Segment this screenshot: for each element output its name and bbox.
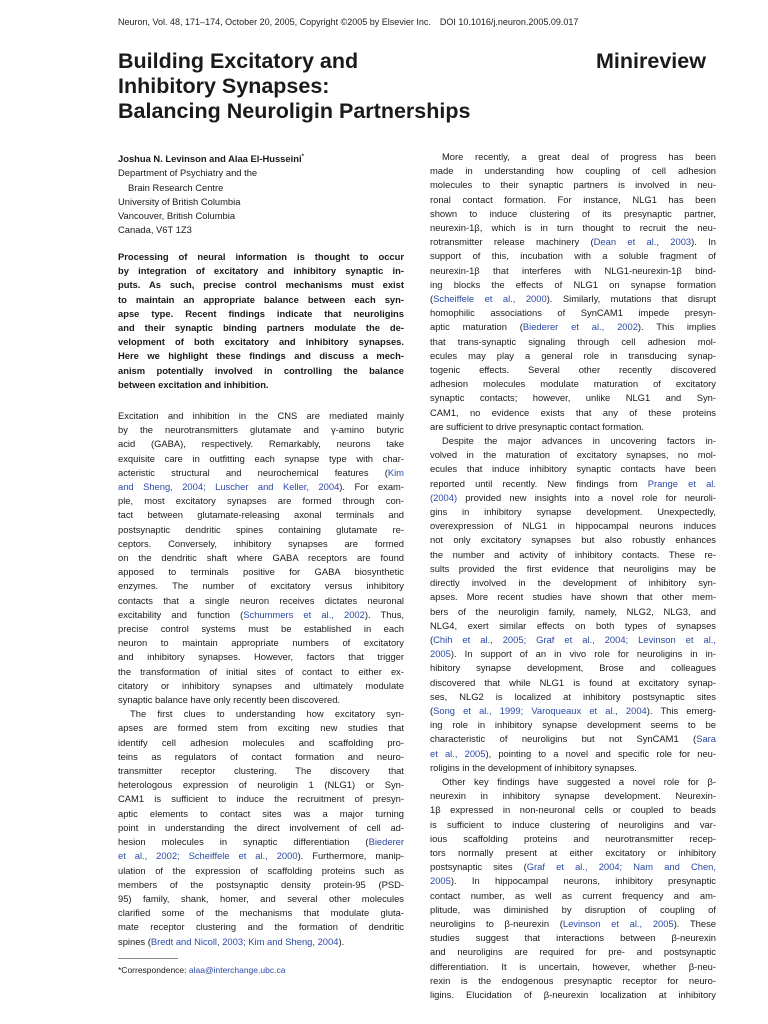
text-line bbox=[430, 590, 716, 604]
text-line bbox=[430, 903, 716, 917]
text-run: homophilic associations of SynCAM1 impede presyn- bbox=[430, 307, 716, 319]
abstract-line: and their synaptic binding partners modulate the de- bbox=[118, 322, 404, 334]
text-line bbox=[118, 608, 404, 622]
text-line bbox=[430, 434, 716, 448]
text-line bbox=[430, 945, 716, 959]
text-run: point in understanding the direct involvement of cell ad- bbox=[118, 821, 404, 833]
text-line bbox=[118, 650, 404, 664]
text-line bbox=[118, 423, 404, 437]
text-line bbox=[430, 832, 716, 846]
text-line bbox=[118, 693, 404, 707]
author-names-text: Joshua N. Levinson and Alaa El-Husseini bbox=[118, 153, 302, 165]
text-run: synaptic balance have only recently been discovered. bbox=[118, 694, 341, 706]
text-run: contacts that a single neuron receives dictates neuronal bbox=[118, 594, 404, 606]
text-line bbox=[430, 732, 716, 746]
text-run: Despite the major advances in uncovering factors in- bbox=[442, 435, 716, 447]
text-run: volved in the maturation of excitatory synapses, no mol- bbox=[430, 449, 716, 461]
text-line bbox=[118, 736, 404, 750]
text-line bbox=[430, 235, 716, 249]
text-run: members of the postsynaptic density protein-95 (PSD- bbox=[118, 878, 404, 890]
text-line bbox=[430, 320, 716, 334]
text-line bbox=[430, 775, 716, 789]
text-run: ). In support of an in vivo role for neuroligins in in- bbox=[450, 648, 716, 660]
citation-link[interactable]: Biederer et al., 2002 bbox=[522, 321, 638, 333]
text-run: ple, most excitatory synapses are formed through con- bbox=[118, 495, 404, 507]
text-run: support of this, incubation with a soluble fragment of bbox=[430, 250, 716, 262]
text-line bbox=[430, 789, 716, 803]
text-line bbox=[118, 622, 404, 636]
text-run: ious scaffolding proteins and neurotransmitter recep- bbox=[430, 832, 716, 844]
text-line bbox=[430, 704, 716, 718]
text-run: identify cell adhesion molecules and scaffolding pro- bbox=[118, 736, 404, 748]
text-run: spines ( bbox=[118, 935, 151, 947]
text-run: aptic maturation ( bbox=[430, 321, 523, 333]
affiliation-line: Canada, V6T 1Z3 bbox=[118, 224, 192, 236]
text-run: ses, NLG2 is localized at inhibitory postsynaptic sites bbox=[430, 690, 716, 702]
text-line bbox=[430, 633, 716, 647]
text-run: CAM1, no evidence exists that any of these proteins bbox=[430, 406, 716, 418]
citation-link[interactable]: et al., 2005 bbox=[430, 747, 486, 759]
text-run: Other key findings have suggested a novel role for β- bbox=[442, 775, 716, 787]
text-run: differentiation. It is uncertain, however, whether β-neu- bbox=[430, 960, 716, 972]
citation-link[interactable]: Levinson et al., 2005 bbox=[562, 917, 674, 929]
text-run: sults provided the first evidence that neuroligins may be bbox=[430, 562, 716, 574]
text-run: ceptors. Conversely, inhibitory synapses are formed bbox=[118, 537, 404, 549]
text-run: bers of the neuroligin family, namely, NLG2, NLG3, and bbox=[430, 605, 716, 617]
text-run: rexin is the endogenous presynaptic receptor for neuro- bbox=[430, 974, 716, 986]
text-line bbox=[118, 594, 404, 608]
text-line bbox=[430, 193, 716, 207]
text-line bbox=[430, 889, 716, 903]
text-line bbox=[118, 906, 404, 920]
text-line bbox=[118, 679, 404, 693]
text-run: gins in inhibitory synapse development. Unexpectedly, bbox=[430, 506, 716, 518]
text-line bbox=[430, 860, 716, 874]
citation-link[interactable]: 2005 bbox=[430, 648, 451, 660]
text-line bbox=[118, 565, 404, 579]
text-line bbox=[430, 548, 716, 562]
correspondence-email-link[interactable]: alaa@interchange.ubc.ca bbox=[188, 965, 286, 975]
text-run: discovered that while NLG1 is found at excitatory synap- bbox=[430, 676, 716, 688]
text-line bbox=[118, 707, 404, 721]
text-run: ). Furthermore, manip- bbox=[297, 850, 404, 862]
body-column-right bbox=[430, 150, 716, 1002]
text-line bbox=[430, 533, 716, 547]
text-run: by the neurotransmitters glutamate and γ-amino butyric bbox=[118, 424, 404, 436]
citation-link[interactable]: Prange et al. bbox=[647, 477, 716, 489]
text-run: NLG4, exert similar effects on both types of synapses bbox=[430, 619, 716, 631]
affiliation-line: Vancouver, British Columbia bbox=[118, 209, 236, 221]
text-run: ( bbox=[430, 633, 434, 645]
text-line bbox=[430, 988, 716, 1002]
text-line bbox=[118, 721, 404, 735]
text-run: hesion molecules in synaptic differentiation ( bbox=[118, 836, 369, 848]
text-run: ). bbox=[338, 935, 345, 947]
abstract-line: anism potentially involved in controlling the balance bbox=[118, 364, 404, 376]
text-line bbox=[118, 579, 404, 593]
text-line bbox=[430, 647, 716, 661]
text-run: and neuroligins are required for pre- and postsynaptic bbox=[430, 946, 716, 958]
text-run: studies suggest that interactions between β-neurexin bbox=[430, 932, 716, 944]
citation-link[interactable]: Biederer bbox=[368, 836, 404, 848]
text-run: on the dendritic shaft where GABA receptors are found bbox=[118, 552, 404, 564]
text-line bbox=[118, 892, 404, 906]
text-line bbox=[118, 452, 404, 466]
text-line bbox=[118, 551, 404, 565]
title-line: Building Excitatory and bbox=[118, 49, 359, 73]
text-run: synaptic contacts; however, unlike NLG1 and Syn- bbox=[430, 392, 716, 404]
text-run: is sufficient to induce clustering of neuroligins and var- bbox=[430, 818, 716, 830]
text-run: rotransmitter release machinery ( bbox=[430, 236, 594, 248]
text-run: The first clues to understanding how excitatory syn- bbox=[130, 708, 404, 720]
title-line: Inhibitory Synapses: bbox=[118, 74, 330, 98]
text-line bbox=[118, 778, 404, 792]
text-line bbox=[430, 562, 716, 576]
text-run: apses are formed stem from exciting new studies that bbox=[118, 722, 404, 734]
text-run: ecules may play a general role in transducing synap- bbox=[430, 349, 716, 361]
text-line bbox=[118, 864, 404, 878]
text-run: ing blocks the effects of NLG1 on synapse formation bbox=[430, 278, 716, 290]
text-run: contact number, as well as current frequency and am- bbox=[430, 889, 716, 901]
text-run: aptic elements to contact sites was a major turning bbox=[118, 807, 404, 819]
text-line bbox=[430, 462, 716, 476]
citation-link[interactable]: Scheiffele et al., 2000 bbox=[433, 293, 547, 305]
text-run: clarified some of the mechanisms that modulate gluta- bbox=[118, 907, 404, 919]
text-line bbox=[430, 747, 716, 761]
citation-link[interactable]: et al., 2002; Scheiffele et al., 2000 bbox=[118, 850, 298, 862]
text-run: excitability and function ( bbox=[118, 608, 244, 620]
text-line bbox=[430, 960, 716, 974]
text-line bbox=[430, 178, 716, 192]
text-run: overexpression of NLG1 in hippocampal neurons induces bbox=[430, 520, 716, 532]
text-line bbox=[430, 292, 716, 306]
citation-link[interactable]: (2004) bbox=[430, 491, 458, 503]
text-line bbox=[430, 505, 716, 519]
citation-link[interactable]: Graf et al., 2004; Nam and Chen, bbox=[526, 861, 716, 873]
affiliation-line: Department of Psychiatry and the bbox=[118, 167, 258, 179]
text-line bbox=[430, 221, 716, 235]
text-line bbox=[118, 821, 404, 835]
text-run: are sufficient to drive presynaptic contact formation. bbox=[430, 420, 644, 432]
journal-citation: Neuron, Vol. 48, 171–174, October 20, 2005, Copyright ©2005 by Elsevier Inc. DOI 10.1016/j.neuron.2005.09.017 bbox=[118, 17, 579, 27]
text-line bbox=[430, 818, 716, 832]
text-line bbox=[430, 349, 716, 363]
text-line bbox=[118, 409, 404, 423]
text-line bbox=[430, 661, 716, 675]
text-run: the number and activity of inhibitory contacts. These re- bbox=[430, 548, 716, 560]
text-run: ronal contact formation. For instance, NLG1 has been bbox=[430, 193, 716, 205]
text-run: ( bbox=[430, 704, 434, 716]
text-line bbox=[430, 249, 716, 263]
text-run: hibitory synapse development, Brose and colleagues bbox=[430, 662, 716, 674]
text-run: roligins in the development of inhibitory synapses. bbox=[430, 761, 637, 773]
text-run: citatory or inhibitory synapses and ultimately modulate bbox=[118, 679, 404, 691]
abstract-line: puts. As such, precise control mechanisms must exist bbox=[118, 279, 404, 291]
text-run: Excitation and inhibition in the CNS are mediated mainly bbox=[118, 410, 404, 421]
text-line bbox=[430, 718, 716, 732]
text-run: ). Similarly, mutations that disrupt bbox=[546, 293, 716, 305]
text-run: ). Thus, bbox=[364, 608, 404, 620]
text-line bbox=[118, 537, 404, 551]
text-line bbox=[430, 150, 716, 164]
text-run: precise control systems must be established in each bbox=[118, 623, 404, 635]
text-run: ). In hippocampal neurons, inhibitory presynaptic bbox=[450, 875, 716, 887]
text-line bbox=[430, 917, 716, 931]
text-run: ulation of the expression of scaffolding proteins such as bbox=[118, 864, 404, 876]
text-line bbox=[430, 477, 716, 491]
text-line bbox=[430, 491, 716, 505]
text-run: plitude, was diminished by disruption of coupling of bbox=[430, 903, 716, 915]
abstract-line: Processing of neural information is thought to occur bbox=[118, 251, 404, 262]
text-run: made in understanding how coupling of cell adhesion bbox=[430, 165, 716, 177]
text-line bbox=[430, 391, 716, 405]
text-line bbox=[430, 164, 716, 178]
text-run: ). This emerg- bbox=[646, 704, 716, 716]
text-run: provided new insights into a novel role for neuroli- bbox=[457, 491, 716, 503]
correspondence-footnote bbox=[118, 965, 285, 975]
text-run: More recently, a great deal of progress has been bbox=[442, 151, 716, 162]
text-run: shown to induce clustering of its presynaptic partner, bbox=[430, 207, 716, 219]
text-run: neurexin-1β that interferes with NLG1-neurexin-1β bind- bbox=[430, 264, 716, 276]
text-run: ). In bbox=[691, 236, 716, 248]
abstract-line: between excitation and inhibition. bbox=[118, 378, 269, 390]
section-label: Minireview bbox=[596, 49, 706, 73]
text-line bbox=[118, 849, 404, 863]
title-line: Balancing Neuroligin Partnerships bbox=[118, 99, 471, 123]
text-run: apposed to terminals positive for GABA biosynthetic bbox=[118, 566, 404, 578]
text-run: neurexin in inhibitory synapse development. Neurexin- bbox=[430, 790, 716, 802]
body-column-left bbox=[118, 409, 404, 949]
text-line bbox=[118, 835, 404, 849]
text-run: teins as regulators of contact formation and neuro- bbox=[118, 750, 404, 762]
citation-link[interactable]: Schummers et al., 2002 bbox=[243, 608, 365, 620]
text-line bbox=[430, 335, 716, 349]
text-run: ligins. Elucidation of β-neurexin localization at inhibitory bbox=[430, 988, 716, 1000]
text-run: apses. More recent studies have shown that other mem- bbox=[430, 591, 716, 603]
text-line bbox=[430, 931, 716, 945]
text-run: tors normally present at either excitatory or inhibitory bbox=[430, 846, 716, 858]
text-line bbox=[430, 278, 716, 292]
text-line bbox=[118, 665, 404, 679]
text-run: togenic effects. Several other recently discovered bbox=[430, 364, 716, 376]
author-names bbox=[118, 150, 404, 166]
text-line bbox=[118, 494, 404, 508]
text-line bbox=[430, 803, 716, 817]
text-run: transmitter receptor clustering. The discovery that bbox=[118, 765, 404, 777]
text-line bbox=[430, 406, 716, 420]
citation-link[interactable]: Bredt and Nicoll, 2003; Kim and Sheng, 2004 bbox=[150, 935, 339, 947]
text-line bbox=[118, 935, 404, 949]
abstract-line: to maintain an appropriate balance between each syn- bbox=[118, 293, 404, 305]
text-run: directly involved in the development of inhibitory syn- bbox=[430, 577, 716, 589]
abstract-line: velopment of both excitatory and inhibitory synapses. bbox=[118, 336, 404, 348]
text-run: heterologous expression of neuroligin 1 (NLG1) or Syn- bbox=[118, 779, 404, 791]
abstract-line: by integration of excitatory and inhibitory synaptic in- bbox=[118, 265, 404, 277]
citation-link[interactable]: Dean et al., 2003 bbox=[593, 236, 692, 248]
text-run: ). This implies bbox=[637, 321, 716, 333]
abstract-line: Here we highlight these findings and discuss a mech- bbox=[118, 350, 404, 362]
text-run: molecules to their synaptic partners is involved in neu- bbox=[430, 179, 716, 191]
text-line bbox=[430, 576, 716, 590]
text-run: ). For exam- bbox=[339, 481, 404, 493]
affiliation-line: University of British Columbia bbox=[118, 195, 241, 207]
text-run: enzymes. The number of excitatory versus inhibitory bbox=[118, 580, 404, 592]
text-line bbox=[430, 974, 716, 988]
text-line bbox=[430, 363, 716, 377]
text-line bbox=[430, 264, 716, 278]
abstract-line: apse type. Recent findings indicate that neuroligins bbox=[118, 307, 404, 319]
citation-link[interactable]: Chih et al., 2005; Graf et al., 2004; Levinson et al., bbox=[433, 633, 716, 645]
text-line bbox=[430, 448, 716, 462]
text-run: postsynaptic dendritic spines containing glutamate re- bbox=[118, 523, 404, 535]
text-line bbox=[118, 764, 404, 778]
text-line bbox=[430, 676, 716, 690]
text-line bbox=[118, 508, 404, 522]
text-run: 1β expressed in non-neuronal cells or coupled to beads bbox=[430, 804, 716, 816]
text-run: postsynaptic sites ( bbox=[430, 861, 527, 873]
text-line bbox=[118, 750, 404, 764]
text-line bbox=[430, 761, 716, 775]
text-run: 95) family, shank, homer, and several other molecules bbox=[118, 892, 404, 904]
article-title bbox=[118, 49, 538, 124]
text-line bbox=[430, 605, 716, 619]
citation-link[interactable]: 2005 bbox=[430, 875, 451, 887]
text-run: acid (GABA), respectively. Remarkably, neurons take bbox=[118, 438, 404, 450]
text-run: not only excitatory synapses but also robustly enhances bbox=[430, 534, 716, 546]
footnote-divider bbox=[118, 958, 178, 959]
text-line bbox=[118, 878, 404, 892]
text-line bbox=[430, 519, 716, 533]
text-line bbox=[118, 807, 404, 821]
text-line bbox=[430, 377, 716, 391]
text-run: adhesion molecules modulate maturation of excitatory bbox=[430, 378, 716, 390]
citation-link[interactable]: Song et al., 1999; Varoqueaux et al., 2004 bbox=[433, 704, 647, 716]
text-run: mate receptor clustering and the formation of dendritic bbox=[118, 921, 404, 933]
abstract bbox=[118, 250, 404, 392]
text-line bbox=[118, 466, 404, 480]
text-line bbox=[430, 420, 716, 434]
text-run: that trans-synaptic signaling through cell adhesion mol- bbox=[430, 335, 716, 347]
corresponding-mark: * bbox=[301, 154, 304, 160]
text-line bbox=[118, 636, 404, 650]
text-line bbox=[430, 874, 716, 888]
text-run: exquisite care in outfitting each synapse type with char- bbox=[118, 452, 404, 464]
text-line bbox=[118, 437, 404, 451]
text-line bbox=[430, 306, 716, 320]
text-run: acteristic structural and neurochemical features ( bbox=[118, 466, 388, 478]
citation-link[interactable]: and Sheng, 2004; Luscher and Keller, 2004 bbox=[118, 481, 340, 493]
text-line bbox=[118, 523, 404, 537]
text-run: tact between glutamate-releasing axonal terminals and bbox=[118, 509, 404, 521]
text-line bbox=[118, 792, 404, 806]
author-block bbox=[118, 150, 404, 237]
text-run: reported until recently. New findings from bbox=[430, 477, 648, 489]
text-run: ecules that induce inhibitory synaptic contacts have been bbox=[430, 463, 716, 475]
text-run: and inhibitory synapses. However, factors that trigger bbox=[118, 651, 404, 663]
affiliation-line: Brain Research Centre bbox=[128, 181, 224, 193]
text-run: ), pointing to a novel and specific role for neu- bbox=[485, 747, 716, 759]
text-run: neuroligins to β-neurexin ( bbox=[430, 917, 563, 929]
text-line bbox=[430, 619, 716, 633]
text-run: ( bbox=[430, 293, 434, 305]
text-line bbox=[430, 846, 716, 860]
text-run: CAM1 is sufficient to induce the recruitment of presyn- bbox=[118, 793, 404, 805]
text-run: the transformation of initial sites of contact to either ex- bbox=[118, 665, 404, 677]
text-line bbox=[118, 920, 404, 934]
text-run: neurexin-1β, which is in turn thought to recruit the neu- bbox=[430, 222, 716, 234]
text-line bbox=[430, 690, 716, 704]
text-run: ). These bbox=[673, 917, 716, 929]
citation-link[interactable]: Sara bbox=[696, 733, 716, 745]
citation-link[interactable]: Kim bbox=[387, 466, 404, 478]
text-run: characteristic of neuroligins but not SynCAM1 ( bbox=[430, 733, 697, 745]
footnote-label: *Correspondence: bbox=[118, 965, 189, 975]
text-run: neuron to maintain appropriate numbers of excitatory bbox=[118, 637, 404, 649]
text-line bbox=[430, 207, 716, 221]
text-run: ing role in inhibitory synapse development seems to be bbox=[430, 719, 716, 731]
text-line bbox=[118, 480, 404, 494]
